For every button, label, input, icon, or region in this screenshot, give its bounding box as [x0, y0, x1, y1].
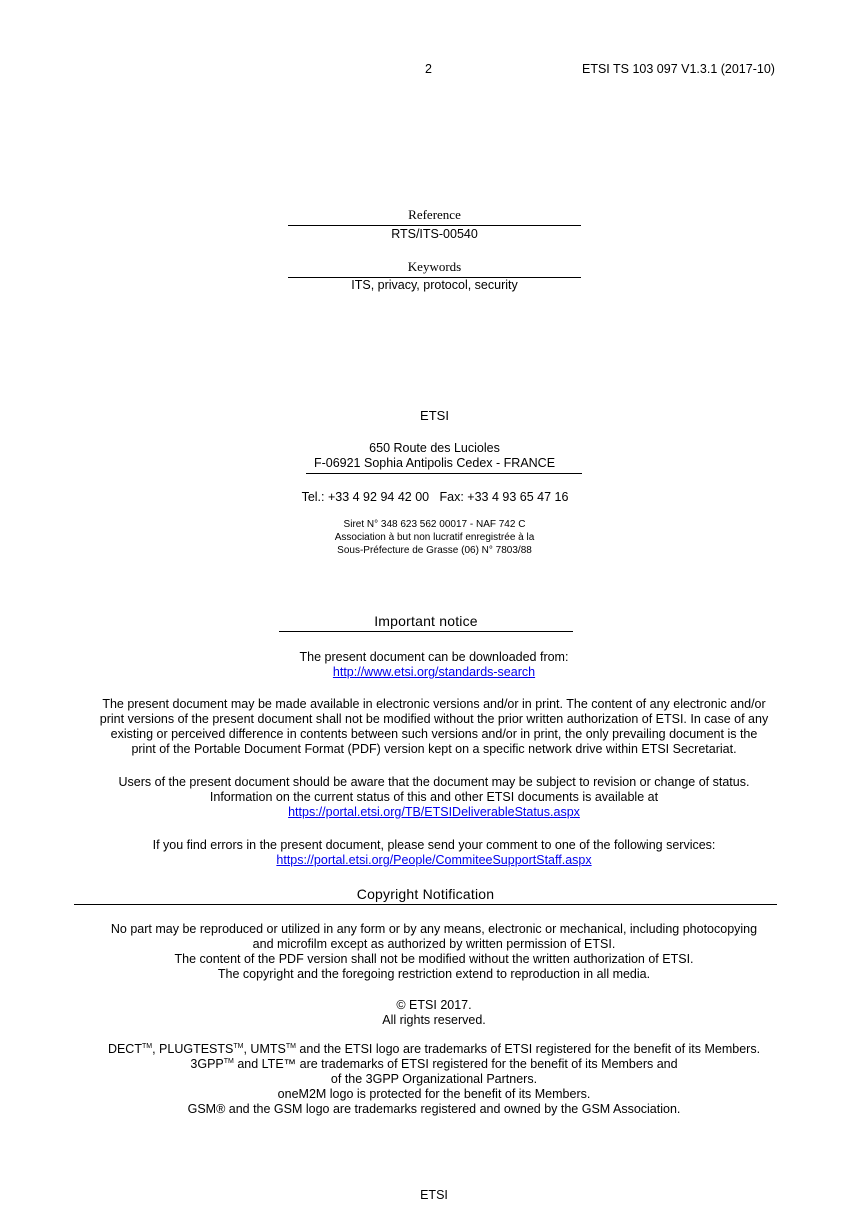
copyright-divider [74, 904, 777, 905]
copyright-year: © ETSI 2017. [396, 998, 472, 1012]
rights-reserved: All rights reserved. [382, 1013, 486, 1027]
trademark-line-1: DECT™, PLUGTESTS™, UMTS™ and the ETSI logo are trademarks of ETSI registered for the benefit of its Members. [107, 1042, 761, 1056]
copyright-year-block [40, 998, 828, 1028]
trademark-line-3: of the 3GPP Organizational Partners. [330, 1072, 538, 1086]
paragraph-line: existing or perceived difference in contents between such versions and/or in print, the only prevailing document is the [110, 727, 758, 741]
contact-phone-fax: Tel.: +33 4 92 94 42 00 Fax: +33 4 93 65 47 16 [301, 490, 569, 504]
address-street: 650 Route des Lucioles [369, 441, 500, 455]
trademark-line-5: GSM® and the GSM logo are trademarks registered and owned by the GSM Association. [187, 1102, 681, 1116]
address-divider [306, 473, 582, 474]
deliverable-status-link[interactable]: https://portal.etsi.org/TB/ETSIDeliverableStatus.aspx [288, 805, 580, 819]
trademark-line-2: 3GPP™ and LTE™ are trademarks of ETSI registered for the benefit of its Members and [190, 1057, 678, 1071]
errors-text: If you find errors in the present document, please send your comment to one of the following services: [152, 838, 716, 852]
paragraph-line: and microfilm except as authorized by written permission of ETSI. [252, 937, 616, 951]
org-name: ETSI [420, 408, 449, 423]
copyright-paragraph [40, 922, 828, 982]
paragraph-line: print of the Portable Document Format (PDF) version kept on a specific network drive within ETSI Secretariat. [131, 742, 737, 756]
download-block [60, 650, 808, 680]
paragraph-line: The content of the PDF version shall not be modified without the written authorization of ETSI. [174, 952, 694, 966]
paragraph-line: Users of the present document should be aware that the document may be subject to revision or change of status. [118, 775, 750, 789]
paragraph-line: print versions of the present document shall not be modified without the prior written authorization of ETSI. In case of any [99, 712, 769, 726]
keywords-value: ITS, privacy, protocol, security [351, 278, 518, 292]
siret-number: Siret N° 348 623 562 00017 - NAF 742 C [343, 519, 526, 530]
address-city: F-06921 Sophia Antipolis Cedex - FRANCE [313, 456, 556, 470]
legal-registration [288, 518, 581, 557]
trademark-line-4: oneM2M logo is protected for the benefit of its Members. [277, 1087, 591, 1101]
download-text: The present document can be downloaded from: [299, 650, 569, 664]
prefecture-text: Sous-Préfecture de Grasse (06) N° 7803/88 [337, 545, 532, 556]
page-number: 2 [425, 62, 432, 76]
important-notice-heading: Important notice [374, 613, 478, 629]
notice-divider [279, 631, 573, 632]
paragraph-line: Information on the current status of this and other ETSI documents is available at [209, 790, 659, 804]
footer-text: ETSI [420, 1188, 448, 1202]
standards-search-link[interactable]: http://www.etsi.org/standards-search [332, 665, 536, 679]
association-text: Association à but non lucratif enregistrée à la [334, 532, 535, 543]
reference-label: Reference [408, 207, 461, 222]
document-id: ETSI TS 103 097 V1.3.1 (2017-10) [582, 62, 775, 76]
support-staff-link[interactable]: https://portal.etsi.org/People/CommiteeSupportStaff.aspx [276, 853, 592, 867]
paragraph-line: The copyright and the foregoing restriction extend to reproduction in all media. [217, 967, 651, 981]
distribution-paragraph [40, 697, 828, 757]
status-paragraph [40, 775, 828, 820]
paragraph-line: No part may be reproduced or utilized in any form or by any means, electronic or mechanical, including photocopying [110, 922, 758, 936]
paragraph-line: The present document may be made available in electronic versions and/or in print. The content of any electronic and/or [102, 697, 766, 711]
reference-divider [288, 225, 581, 226]
keywords-label: Keywords [407, 259, 462, 274]
reference-value: RTS/ITS-00540 [391, 227, 478, 241]
trademarks-block [40, 1042, 828, 1117]
address-block [288, 441, 581, 471]
copyright-heading: Copyright Notification [356, 886, 495, 902]
errors-paragraph [40, 838, 828, 868]
